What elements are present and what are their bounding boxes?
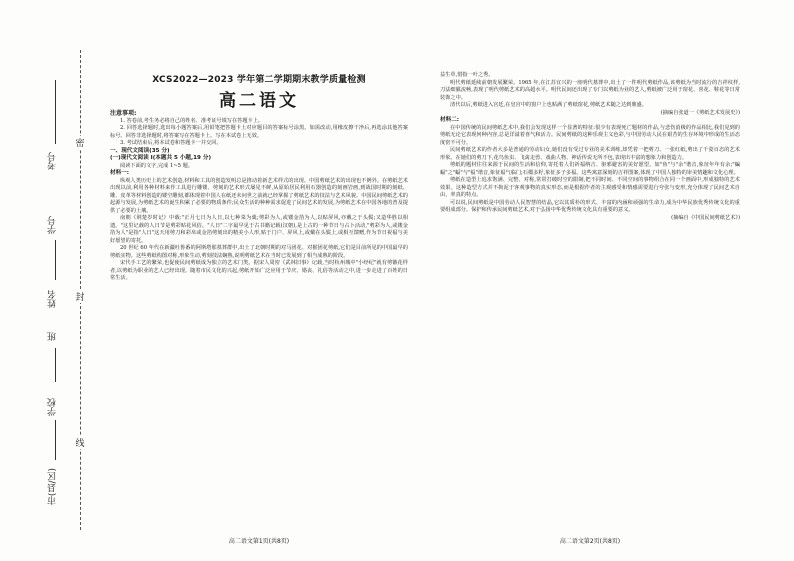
page-footer-right: 高二语文第2页(共8页) (559, 538, 621, 545)
seal-char-xian: 线 (72, 436, 88, 449)
exam-no-line[interactable] (55, 80, 56, 144)
notice-item-1: 1. 答卷前,考生务必将自己的姓名、准考证号填写在答题卡上。 (120, 117, 264, 124)
notice-heading: 注意事项: (110, 110, 137, 117)
material1-paragraph: 明代剪纸延续前朝发展繁荣。1965 年,在江苏宜兴的一座明代墓葬中,出土了一件明代剪纸作品,该剪纸为当时流行的吉祥纹样,刀法细腻流畅,表现了明代剪纸艺术的高超水平。明代民间还出现了专门以剪纸为业的艺人,剪纸被广泛用于窗花、喜花、鞋花等日常装饰之中。 (440, 79, 740, 101)
material1-label: 材料一: (110, 170, 130, 176)
page-footer-left: 高二语文第1页(共8页) (228, 538, 290, 545)
student-no-line[interactable] (55, 240, 56, 280)
section1-heading: 一、现代文阅读(35 分) (110, 147, 170, 154)
material2-paragraph: 剪纸在造型上追求饱满、完整、对称,常常打破时空的限制,把不同时间、不同空间的事物组合在同一个画面中,形成独特的艺术效果。这种造型方式并不拘泥于客观事物的真实形态,而是根据作者的主观感受和情感需要进行夸张与变形,充分体现了民间艺术自由、率真的特点。 (440, 177, 740, 198)
school-line[interactable] (55, 420, 56, 460)
material2-paragraph: 在中国传统的民间剪纸艺术中,我们会发现这样一个显著的特征:很少有表现死亡题材的作品,与悲伤消极的作品相比,我们见到的剪纸无论它表现何种内容,总是洋溢着喜气和活力。民间剪纸的这种乐观主义色彩,与中国劳动人民在艰苦的生存环境中形成的生活态度密不可分。 (440, 124, 740, 146)
continuation-line: 益生草,惜指一叶之秀。 (440, 72, 494, 78)
material2-label: 材料二: (440, 117, 460, 123)
right-column (440, 72, 740, 222)
class-label: 班 (48, 332, 58, 341)
material1-paragraph: 20 世纪 60 年代在新疆吐鲁番的阿斯塔那墓葬群中,出土了北朝时期的对马团花、对猴团花剪纸,它们是目前所见的中国最早的剪纸实物。这些剪纸构图对称,形象生动,剪刻技法娴熟,说明剪纸艺术在当时已发展到了相当成熟的阶段。 (110, 245, 408, 259)
material2-paragraph: 可以说,民间剪纸是中国劳动人民智慧的结晶,它以其质朴的形式、丰富的内涵和顽强的生命力,成为中华民族优秀传统文化的重要组成部分。保护和传承民间剪纸艺术,对于弘扬中华优秀传统文化具有重要的意义。 (440, 199, 740, 213)
class-line[interactable] (55, 348, 56, 382)
name-label: 姓名 (48, 290, 58, 308)
material1-paragraph: 纵观人类历史上的艺术创造,材料和工具的创造发明总是推动着新艺术样式的出现。中国剪纸艺术的出现也不例外。在剪纸艺术出现以前,利用各种材料来作工具进行雕镂、剪刻的艺术形式屡见不鲜,从原始居民利用石器创造的刻画岩画,到战国时期的刻纸、雕、皮革等材料创造的镂空雕刻,都体现着中国人在纸还未问世之前就已经掌握了剪纸艺术的技法与艺术风貌。中国民间剪纸艺术的起源与发展,为剪纸艺术的诞生积累了必要的物质条件;民众生活的种种需求促进了民间艺术的发展,为剪纸艺术在中国各地的普及提供了必要的土壤。 (110, 177, 408, 214)
exam-no-label: 考号 (48, 152, 58, 170)
student-no-label: 学号 (48, 216, 58, 234)
section1-instruction: 阅读下面的文字,完成 1~5 题。 (120, 162, 193, 169)
material1-paragraph: 宋代手工艺的繁荣,也促使民间剪纸成为独立的艺术门类。据宋人周密《武林旧事》记载,当时杭州城中"小经纪"就有剪镞花样者,以剪纸为职业的艺人已经出现。随着市民文化的兴起,剪纸开始广泛应用于节庆、婚丧、礼俗等活动之中,进一步走进了百姓的日常生活。 (110, 260, 408, 281)
material1-source: (摘编自张道一《剪纸艺术发展史》) (660, 109, 740, 116)
school-label: 学校 (48, 398, 58, 416)
notice-item-2: 2. 回答选择题时,选出每小题答案后,用铅笔把答题卡上对应题目的答案标号涂黑。如需改动,用橡皮擦干净后,再选涂其他答案标号。回答非选择题时,将答案写在答题卡上。写在本试卷上无效。 (110, 125, 408, 139)
section1-subheading: (一)现代文阅读 I(本题共 5 小题,19 分) (110, 155, 212, 161)
left-column (110, 110, 408, 283)
material1-paragraph: 清代以后,剪纸进入宫廷,在皇宫中的窗户上也贴满了剪纸窗花,剪纸艺术随之达到鼎盛。 (450, 102, 647, 108)
material1-paragraph: 南朝《荆楚岁时记》中载:"正月七日为人日,以七种菜为羹;剪彩为人,或镂金箔为人,以贴屏风,亦戴之于头鬓;又造华胜以相遗。"这里记载的人日节是剪彩贴花风俗。"人日"二字最早见于古书籍记载(汉朝),是上古的一种节日与占卜活动,"剪彩为人,或镂金箔为人"是指"人日"这天用剪刀和彩帛或金箔剪刻出的精美小人形,贴于门户、屏风上,或戴在头鬓上,或相互馈赠,作为节日祝福与美好愿望的寄托。 (110, 215, 408, 244)
exam-title: XCS2022—2023 学年第二学期期末教学质量检测 (152, 75, 366, 85)
material2-source: (摘编自《中国民间剪纸艺术》) (671, 214, 740, 221)
district-label: 市(县/区) (48, 468, 58, 506)
seal-char-mi: 密 (72, 136, 88, 149)
material2-paragraph: 民间剪纸艺术的作者大多是普通的劳动妇女,她们没有受过专业的美术训练,却凭着一把剪刀、一张红纸,剪出了千姿百态的艺术形象。在她们的剪刀下,花鸟鱼虫、飞禽走兽、戏曲人物、神话传说无所不包,表现出丰富的想象力和创造力。 (440, 147, 740, 161)
material2-paragraph: 剪纸的题材往往来源于民间的生活和信仰,寄托着人们祈福纳吉、驱邪避害的美好愿望。如"鱼"与"余"谐音,象征年年有余;"蝙蝠"之"蝠"与"福"谐音,象征福气临门;石榴多籽,象征多子多福。这些寓意深刻的吉祥图案,体现了中国人独特的审美情趣和文化心理。 (440, 162, 740, 176)
binding-margin (8, 40, 84, 540)
notice-item-3: 3. 考试结束后,将本试卷和答题卡一并交回。 (120, 140, 222, 146)
seal-char-feng: 封 (72, 290, 88, 303)
subject-title: 高二语文 (219, 91, 299, 111)
